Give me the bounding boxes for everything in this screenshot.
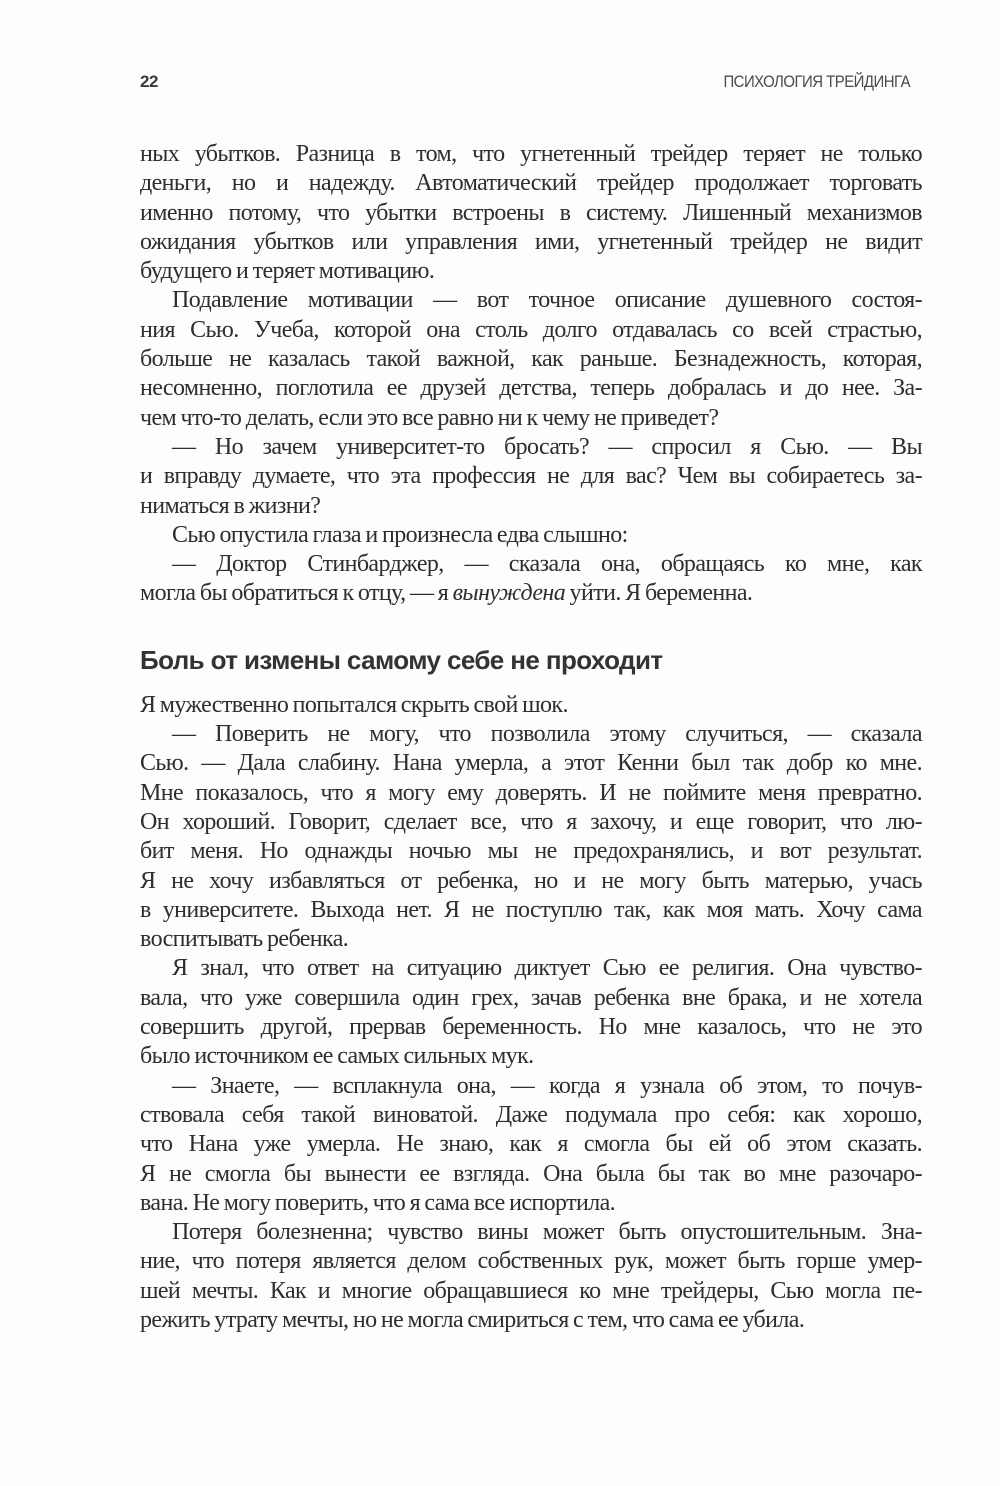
text-line: и вправду думаете, что эта профессия не для вас? Чем вы собираетесь за- [140,463,922,490]
text-line: было источником ее самых сильных мук. [140,1043,534,1070]
paragraph [140,1218,922,1335]
text-line: бит меня. Но однажды ночью мы не предохранялись, и вот результат. [140,838,922,865]
section-heading: Боль от измены самому себе не проходит [140,644,663,675]
paragraph [140,286,922,432]
text-line: ных убытков. Разница в том, что угнетенный трейдер теряет не только [140,141,922,167]
paragraph [140,433,922,521]
text-line: Я не хочу избавляться от ребенка, но и не могу быть матерью, учась [140,867,922,894]
page-body [140,140,922,1335]
text-line: режить утрату мечты, но не могла смириться с тем, что сама ее убила. [140,1306,805,1333]
text-line: — Поверить не могу, что позволила этому случиться, — сказала [172,721,922,748]
text-line: ожидания убытков или управления ими, угнетенный трейдер не видит [140,228,922,255]
paragraph [140,140,922,286]
text-line: Я мужественно попытался скрыть свой шок. [140,691,568,718]
paragraph [140,521,922,550]
text-line: вала, что уже совершила один грех, зачав ребенка вне брака, и не хотела [140,984,922,1011]
book-title: ПСИХОЛОГИЯ ТРЕЙДИНГА [723,72,910,91]
text-line: ниматься в жизни? [140,492,321,519]
text-line: — Доктор Стинбарджер, — сказала она, обращаясь ко мне, как [172,551,922,578]
text-line: несомненно, поглотила ее друзей детства, теперь добралась и до нее. За- [140,375,922,402]
text-line: — Но зачем университет-то бросать? — спросил я Сью. — Вы [172,433,922,460]
text-line: шей мечты. Как и многие обращавшиеся ко мне трейдеры, Сью могла пе- [140,1277,922,1304]
text-line: ствовала себя такой виноватой. Даже подумала про себя: как хорошо, [140,1101,922,1128]
text-line: Потеря болезненна; чувство вины может быть опустошительным. Зна- [172,1219,922,1246]
paragraph [140,691,922,720]
paragraph [140,550,922,609]
text-line: Сью. — Дала слабину. Нана умерла, а этот Кенни был так добр ко мне. [140,750,922,777]
text-line: именно потому, что убытки встроены в систему. Лишенный механизмов [140,199,922,226]
paragraph [140,954,922,1071]
text-line: ние, что потеря является делом собственных рук, может быть горше умер- [140,1248,922,1275]
emphasized-word: вынуждена [452,580,566,607]
paragraph [140,1072,922,1218]
text-line: будущего и теряет мотивацию. [140,258,435,285]
text-line: в университете. Выхода нет. Я не поступлю так, как моя мать. Хочу сама [140,896,922,923]
paragraph [140,720,922,954]
page-number: 22 [140,72,158,91]
text-line: больше не казалась такой важной, как раньше. Безнадежность, которая, [140,346,922,373]
running-header [140,72,910,96]
text-line: Он хороший. Говорит, сделает все, что я захочу, и еще говорит, что лю- [140,808,922,835]
text-line [140,579,922,608]
text-line: Мне показалось, что я могу ему доверять. И не поймите меня превратно. [140,779,922,806]
text-line: Сью опустила глаза и произнесла едва слышно: [172,521,628,548]
text-fragment: уйти. Я беременна. [565,580,753,607]
text-line: ния Сью. Учеба, которой она столь долго отдавалась со всей страстью, [140,316,922,343]
text-line: — Знаете, — всплакнула она, — когда я узнала об этом, то почув- [172,1072,922,1099]
text-line: Подавление мотивации — вот точное описание душевного состоя- [172,287,922,314]
text-line: Я не смогла бы вынести ее взгляда. Она была бы так во мне разочаро- [140,1160,922,1187]
text-line: что Нана уже умерла. Не знаю, как я смогла бы ей об этом сказать. [140,1131,922,1158]
text-line: воспитывать ребенка. [140,926,349,953]
text-line: деньги, но и надежду. Автоматический трейдер продолжает торговать [140,170,922,197]
text-fragment: могла бы обратиться к отцу, — я [140,580,453,607]
text-line: чем что-то делать, если это все равно ни к чему не приведет? [140,404,719,431]
text-line: вана. Не могу поверить, что я сама все испортила. [140,1189,616,1216]
text-line: совершить другой, прервав беременность. Но мне казалось, что не это [140,1014,922,1041]
text-line: Я знал, что ответ на ситуацию диктует Сью ее религия. Она чувство- [172,955,922,982]
